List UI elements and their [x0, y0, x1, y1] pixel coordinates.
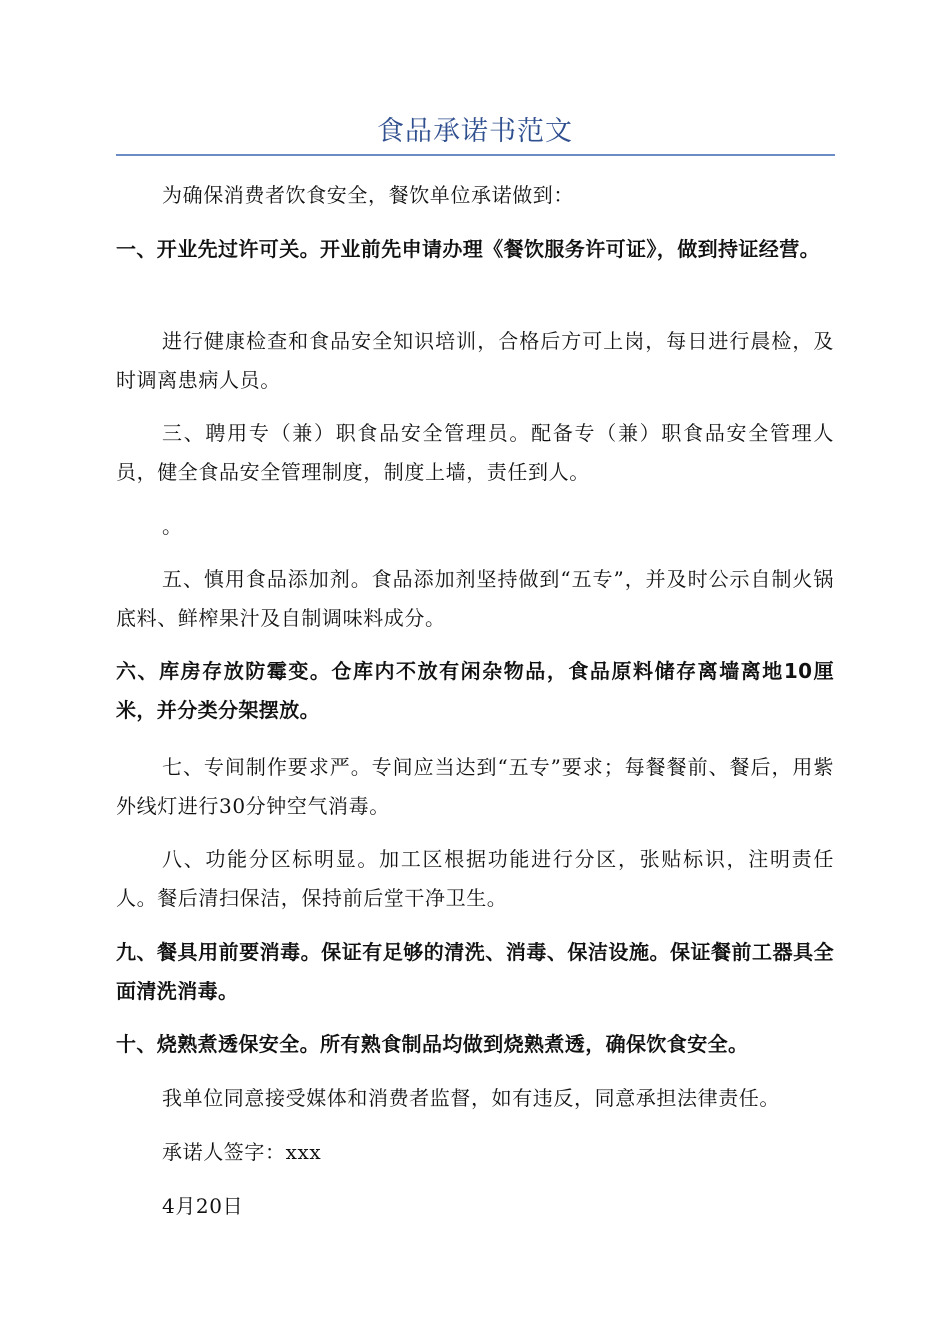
stray-punctuation: 。	[162, 514, 183, 538]
item-9: 九、餐具用前要消毒。保证有足够的清洗、消毒、保洁设施。保证餐前工器具全面清洗消毒。	[116, 940, 834, 1003]
item-1: 一、开业先过许可关。开业前先申请办理《餐饮服务许可证》，做到持证经营。	[116, 237, 820, 261]
closing-paragraph: 我单位同意接受媒体和消费者监督，如有违反，同意承担法律责任。	[162, 1086, 780, 1110]
paragraph-2: 进行健康检查和食品安全知识培训，合格后方可上岗，每日进行晨检，及时调离患病人员。	[116, 329, 834, 392]
document-title: 食品承诺书范文	[377, 116, 573, 147]
item-8: 八、功能分区标明显。加工区根据功能进行分区，张贴标识，注明责任人。餐后清扫保洁，保持前后堂干净卫生。	[116, 847, 834, 910]
item-7: 七、专间制作要求严。专间应当达到“五专”要求；每餐餐前、餐后，用紫外线灯进行30分钟空气消毒。	[116, 755, 834, 818]
title-underline	[116, 154, 835, 156]
date-line: 4月20日	[162, 1194, 244, 1218]
intro-paragraph: 为确保消费者饮食安全，餐饮单位承诺做到：	[162, 183, 574, 207]
item-6: 六、库房存放防霉变。仓库内不放有闲杂物品，食品原料储存离墙离地10厘米，并分类分架摆放。	[116, 659, 834, 722]
item-5: 五、慎用食品添加剂。食品添加剂坚持做到“五专”，并及时公示自制火锅底料、鲜榨果汁及自制调味料成分。	[116, 567, 834, 630]
item-3: 三、聘用专（兼）职食品安全管理员。配备专（兼）职食品安全管理人员，健全食品安全管理制度，制度上墙，责任到人。	[116, 421, 834, 484]
signature-line: 承诺人签字：xxx	[162, 1140, 322, 1164]
item-10: 十、烧熟煮透保安全。所有熟食制品均做到烧熟煮透，确保饮食安全。	[116, 1032, 749, 1056]
